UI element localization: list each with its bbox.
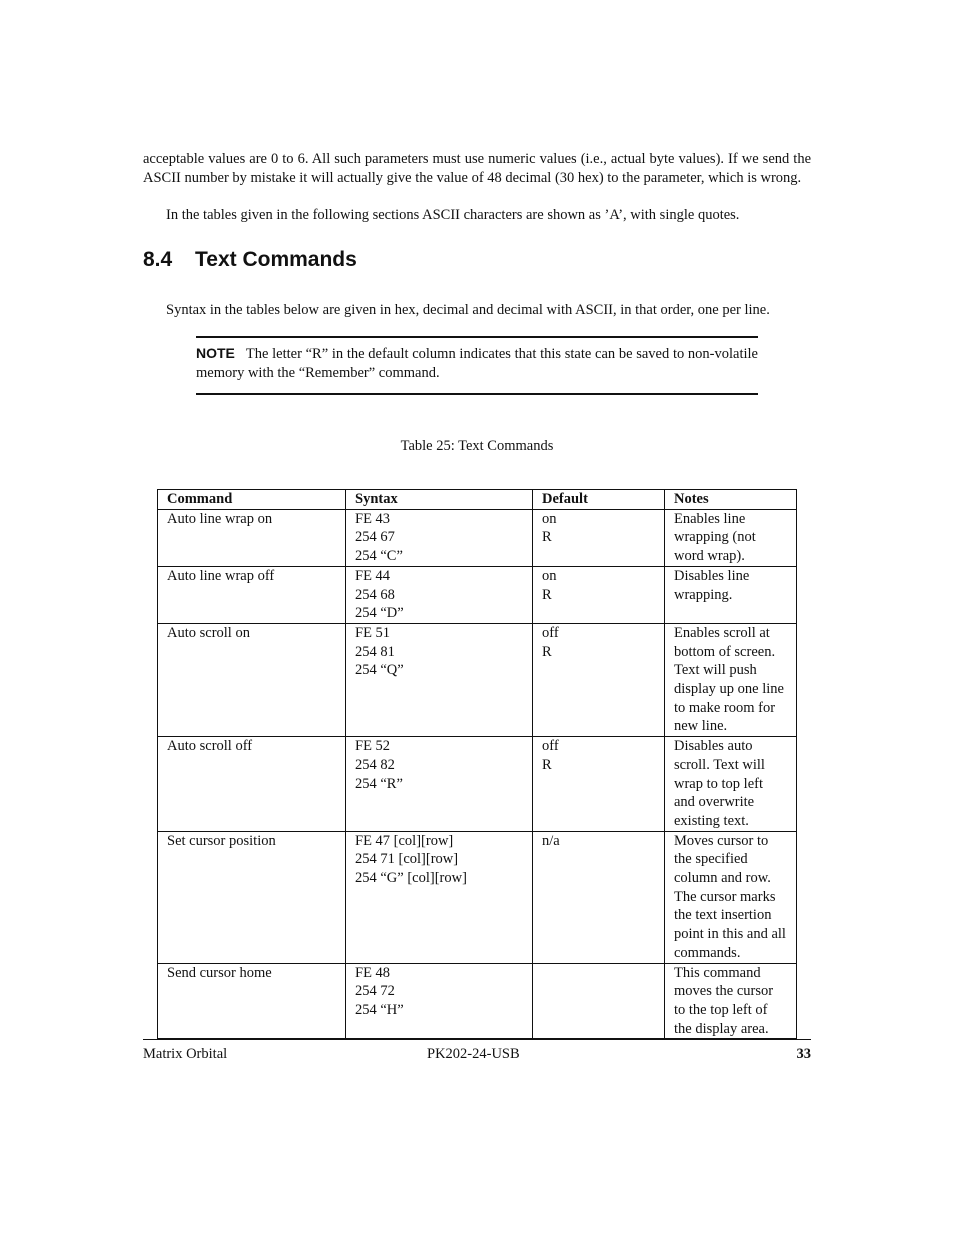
notes-cell: Enables line wrapping (not word wrap). — [665, 509, 797, 566]
section-heading — [143, 248, 357, 272]
default-remember: R — [542, 643, 552, 660]
command-cell: Auto scroll on — [158, 623, 346, 736]
syntax-hex: FE 48 — [355, 964, 391, 981]
syntax-hex: FE 51 — [355, 624, 391, 641]
syntax-decimal: 254 81 — [355, 643, 395, 660]
table-row — [158, 737, 797, 832]
footer-company: Matrix Orbital — [143, 1046, 228, 1062]
syntax-cell — [346, 566, 533, 623]
table-row — [158, 831, 797, 963]
default-cell — [533, 623, 665, 736]
notes-cell: Moves cursor to the specified column and row. The cursor marks the text insertion point in this and all commands. — [665, 831, 797, 963]
syntax-cell — [346, 509, 533, 566]
notes-cell: This command moves the cursor to the top left of the display area. — [665, 963, 797, 1039]
table-header-row — [158, 490, 797, 510]
command-cell: Auto scroll off — [158, 737, 346, 832]
syntax-decimal: 254 67 — [355, 529, 395, 546]
default-cell — [533, 963, 665, 1039]
default-state: on — [542, 510, 557, 527]
default-state: on — [542, 567, 557, 584]
table-row — [158, 963, 797, 1039]
table-row — [158, 509, 797, 566]
command-cell: Set cursor position — [158, 831, 346, 963]
default-state: off — [542, 624, 559, 641]
default-remember: R — [542, 586, 552, 603]
syntax-ascii: 254 “R” — [355, 775, 403, 792]
syntax-hex: FE 43 — [355, 510, 391, 527]
note-box — [196, 336, 758, 395]
syntax-decimal: 254 82 — [355, 756, 395, 773]
syntax-ascii: 254 “D” — [355, 605, 404, 622]
text-commands-table — [157, 489, 797, 1040]
syntax-decimal: 254 72 — [355, 983, 395, 1000]
command-cell: Auto line wrap off — [158, 566, 346, 623]
syntax-hex: FE 44 — [355, 567, 391, 584]
syntax-hex: FE 52 — [355, 738, 391, 755]
default-remember: R — [542, 756, 552, 773]
table-row — [158, 623, 797, 736]
syntax-ascii: 254 “H” — [355, 1001, 404, 1018]
syntax-ascii: 254 “G” [col][row] — [355, 870, 467, 887]
table-row — [158, 566, 797, 623]
footer-rule — [143, 1039, 811, 1040]
syntax-hex: FE 47 [col][row] — [355, 832, 454, 849]
default-remember: R — [542, 529, 552, 546]
default-cell — [533, 566, 665, 623]
notes-cell: Disables line wrapping. — [665, 566, 797, 623]
default-state: off — [542, 738, 559, 755]
note-text: The letter “R” in the default column indicates that this state can be saved to non-volatile memory with the “Remember” command. — [196, 346, 758, 381]
table-caption: Table 25: Text Commands — [400, 438, 554, 454]
syntax-decimal: 254 71 [col][row] — [355, 851, 459, 868]
syntax-cell — [346, 963, 533, 1039]
header-command: Command — [158, 490, 346, 510]
syntax-ascii: 254 “C” — [355, 548, 403, 565]
footer-model: PK202-24-USB — [427, 1046, 520, 1062]
intro-paragraph: acceptable values are 0 to 6. All such parameters must use numeric values (i.e., actual byte values). If we send the ASCII number by mistake it will actually give the value of 48 decimal (30 hex) to the parameter, which is wrong. — [143, 151, 811, 186]
syntax-cell — [346, 831, 533, 963]
default-cell — [533, 737, 665, 832]
page-number: 33 — [796, 1046, 811, 1062]
note-label: NOTE — [196, 345, 235, 361]
default-cell — [533, 831, 665, 963]
syntax-cell — [346, 737, 533, 832]
command-cell: Auto line wrap on — [158, 509, 346, 566]
section-title: Text Commands — [195, 248, 357, 271]
header-syntax: Syntax — [346, 490, 533, 510]
notes-cell: Disables auto scroll. Text will wrap to top left and overwrite existing text. — [665, 737, 797, 832]
syntax-decimal: 254 68 — [355, 586, 395, 603]
syntax-cell — [346, 623, 533, 736]
command-cell: Send cursor home — [158, 963, 346, 1039]
notes-cell: Enables scroll at bottom of screen. Text will push display up one line to make room for new line. — [665, 623, 797, 736]
syntax-ascii: 254 “Q” — [355, 662, 404, 679]
default-state: n/a — [542, 832, 560, 849]
header-notes: Notes — [665, 490, 797, 510]
section-number: 8.4 — [143, 248, 173, 271]
header-default: Default — [533, 490, 665, 510]
default-cell — [533, 509, 665, 566]
quotes-paragraph: In the tables given in the following sections ASCII characters are shown as ’A’, with single quotes. — [166, 207, 740, 223]
syntax-note: Syntax in the tables below are given in hex, decimal and decimal with ASCII, in that order, one per line. — [166, 302, 770, 318]
